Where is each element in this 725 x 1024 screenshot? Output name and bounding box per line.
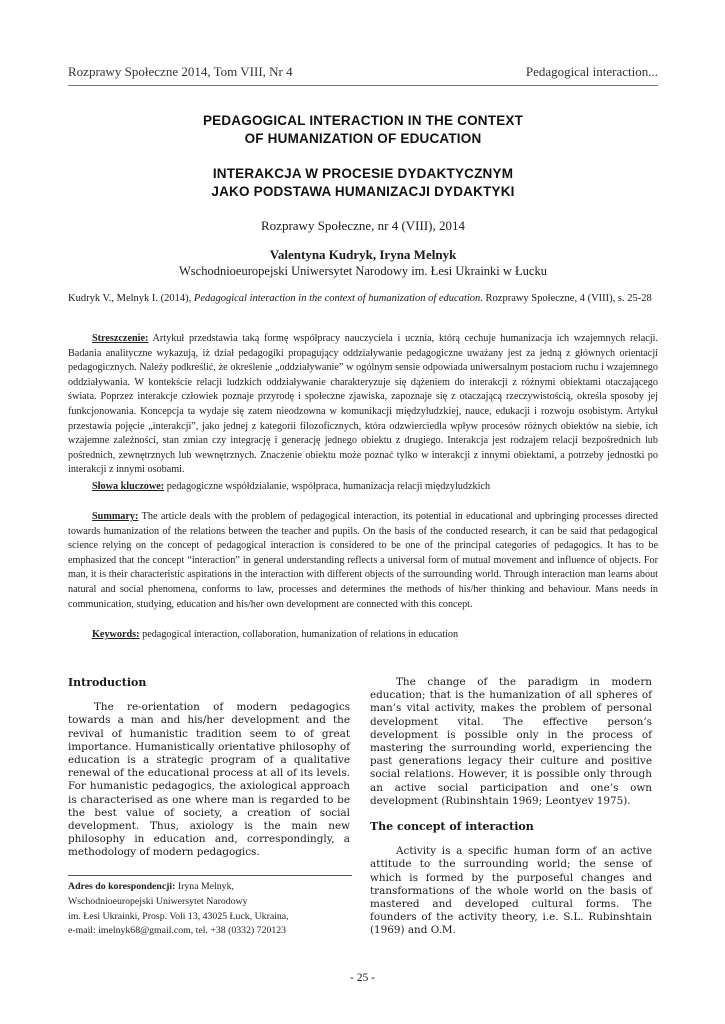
concept-paragraph-1: Activity is a specific human form of an active attitude to the surrounding world; the sense of which is formed by the purposeful changes and transformations of the whole world on the basis of mastered and developed cultural forms. The founders of the activity theory, i.e. S.L. Rubinshtain (1969) and O.M. [370, 845, 652, 937]
journal-issue: Rozprawy Społeczne, nr 4 (VIII), 2014 [261, 218, 465, 233]
abstract-polish-text: Artykuł przedstawia taką formę współpracy nauczyciela i ucznia, którą cechuje humanizacja ich wzajemnych relacji. Badania analityczne wykazują, iż dział pedagogiki propagujący oddziaływanie pedagogiczne uważany jest za jedną z głównych orientacji pedagogicznych. Należy podkreślić, że określenie „oddziaływanie” w ogólnym sensie odpowiada uniwersalnym postaciom ruchu i wzajemnego oddziaływania. W kontekście relacji ludzkich oddziaływanie charakteryzuje się dążeniem do interakcji z różnymi obiektami otaczającego świata. Poprzez interakcje człowiek poznaje przyrodę i społeczne zjawiska, zapoznaje się z otaczającą rzeczywistością, określa sposoby jej funkcjonowania. Koncepcja ta wydaje się zatem nieodzowna w komunikacji międzyludzkiej, nauce, edukacji i rozwoju osobistym. Artykuł przestawia pojęcie „interakcji”, jako jednej z kategorii filozoficznych, która odzwierciedla wpływ procesów różnych obiektów na siebie, ich wzajemne zależności, stan zmian czy integrację i generację jednego obiektu z drugiego. Interakcja jest rodzajem relacji bezpośrednich lub pośrednich, zewnętrznych lub wewnętrznych. Znaczenie obiektu może poznać tylko w interakcji z innymi obiektami, a potrzeby jednostki po interakcji z innymi osobami. [68, 333, 658, 476]
section-heading-concept: The concept of interaction [370, 820, 534, 834]
abstract-polish-label: Streszczenie: [92, 333, 149, 344]
left-column [68, 676, 350, 860]
keywords-english-text: pedagogical interaction, collaboration, humanization of relations in education [139, 629, 459, 640]
citation-authors: Kudryk V., Melnyk I. (2014), [68, 293, 194, 304]
correspondence-footnote [68, 880, 352, 939]
footnote-line-4: e-mail: imelnyk68@gmail.com, tel. +38 (0332) 720123 [68, 925, 287, 937]
english-title [68, 112, 658, 148]
section-gap [370, 808, 652, 820]
right-column [370, 676, 652, 938]
author-affiliation: Wschodnioeuropejski Uniwersytet Narodowy im. Łesi Ukrainki w Łucku [179, 264, 547, 278]
polish-title-line-1: INTERAKCJA W PROCESIE DYDAKTYCZNYM [212, 166, 514, 181]
footnote-rule [68, 875, 352, 876]
citation-source: . Rozprawy Społeczne, 4 (VIII), s. 25-28 [480, 293, 652, 304]
author-names: Valentyna Kudryk, Iryna Melnyk [269, 247, 457, 262]
running-header [68, 64, 658, 84]
keywords-polish [68, 480, 658, 495]
section-heading-introduction: Introduction [68, 676, 147, 689]
polish-title [68, 165, 658, 201]
footnote-line-2: Wschodnioeuropejski Uniwersytet Narodowy [68, 895, 248, 907]
introduction-paragraph-2: The change of the paradigm in modern education; that is the humanization of all spheres of man’s vital activity, makes the problem of personal development vital. The effective person’s development is possible only in the process of mastering the surrounding world, experiencing the past generations legacy their culture and positive social relations. However, it is possible only through an active social participation and one’s own development (Rubinshtain 1969; Leontyev 1975). [370, 676, 652, 807]
citation-title: Pedagogical interaction in the context of humanization of education [193, 293, 481, 304]
footnote-label: Adres do korespondencji: [68, 881, 176, 892]
running-header-journal: Rozprawy Społeczne 2014, Tom VIII, Nr 4 [68, 64, 293, 79]
footnote-name: Iryna Melnyk, [175, 881, 234, 892]
footnote-line-3: im. Łesi Ukrainki, Prosp. Voli 13, 43025 Łuck, Ukraina, [68, 910, 289, 922]
polish-title-line-2: JAKO PODSTAWA HUMANIZACJI DYDAKTYKI [211, 184, 515, 199]
footnote-line-1 [68, 880, 352, 895]
keywords-english [68, 628, 658, 643]
citation-line [68, 293, 660, 304]
keywords-polish-text: pedagogiczne współdziałanie, współpraca, humanizacja relacji międzyludzkich [164, 481, 491, 492]
header-rule [68, 85, 658, 86]
abstract-english-label: Summary: [92, 511, 139, 522]
running-header-title: Pedagogical interaction... [525, 64, 658, 79]
english-title-line-1: PEDAGOGICAL INTERACTION IN THE CONTEXT [202, 113, 524, 128]
keywords-english-label: Keywords: [92, 629, 140, 640]
abstract-polish [68, 332, 658, 478]
keywords-polish-label: Słowa kluczowe: [92, 481, 165, 492]
abstract-english [68, 510, 658, 612]
english-title-line-2: OF HUMANIZATION OF EDUCATION [244, 131, 482, 146]
abstract-english-text: The article deals with the problem of pedagogical interaction, its potential in educational and upbringing processes directed towards humanization of the relations between the teacher and pupils. On the basis of the conducted research, it can be said that pedagogical science relying on the concept of pedagogical interaction is considered to be one of the principal categories of pedagogics. It has to be emphasized that the concept “interaction” in general understanding reflects a universal form of mutual movement and influence of objects. For man, it is their characteristic aspirations in the interaction with different objects of the surrounding world. Through interaction man learns about natural and social phenomena, conforms to law, processes and determines the methods of his/her thinking and behaviour. Mans needs in communication, studying, education and his/her own development are connected with this concept. [68, 511, 658, 610]
page-number: - 25 - [350, 972, 375, 984]
introduction-paragraph-1: The re-orientation of modern pedagogics towards a man and his/her development and the revival of humanistic tradition seem to of great importance. Humanistically orientative philosophy of education is a strategic program of a qualitative renewal of the educational process at all of its levels. For humanistic pedagogics, the axiological approach is characterised as one where man is regarded to be the best value of society, a creation of social development. Thus, axiology is the main new philosophy in education and, correspondingly, a methodology of modern pedagogics. [68, 701, 350, 859]
